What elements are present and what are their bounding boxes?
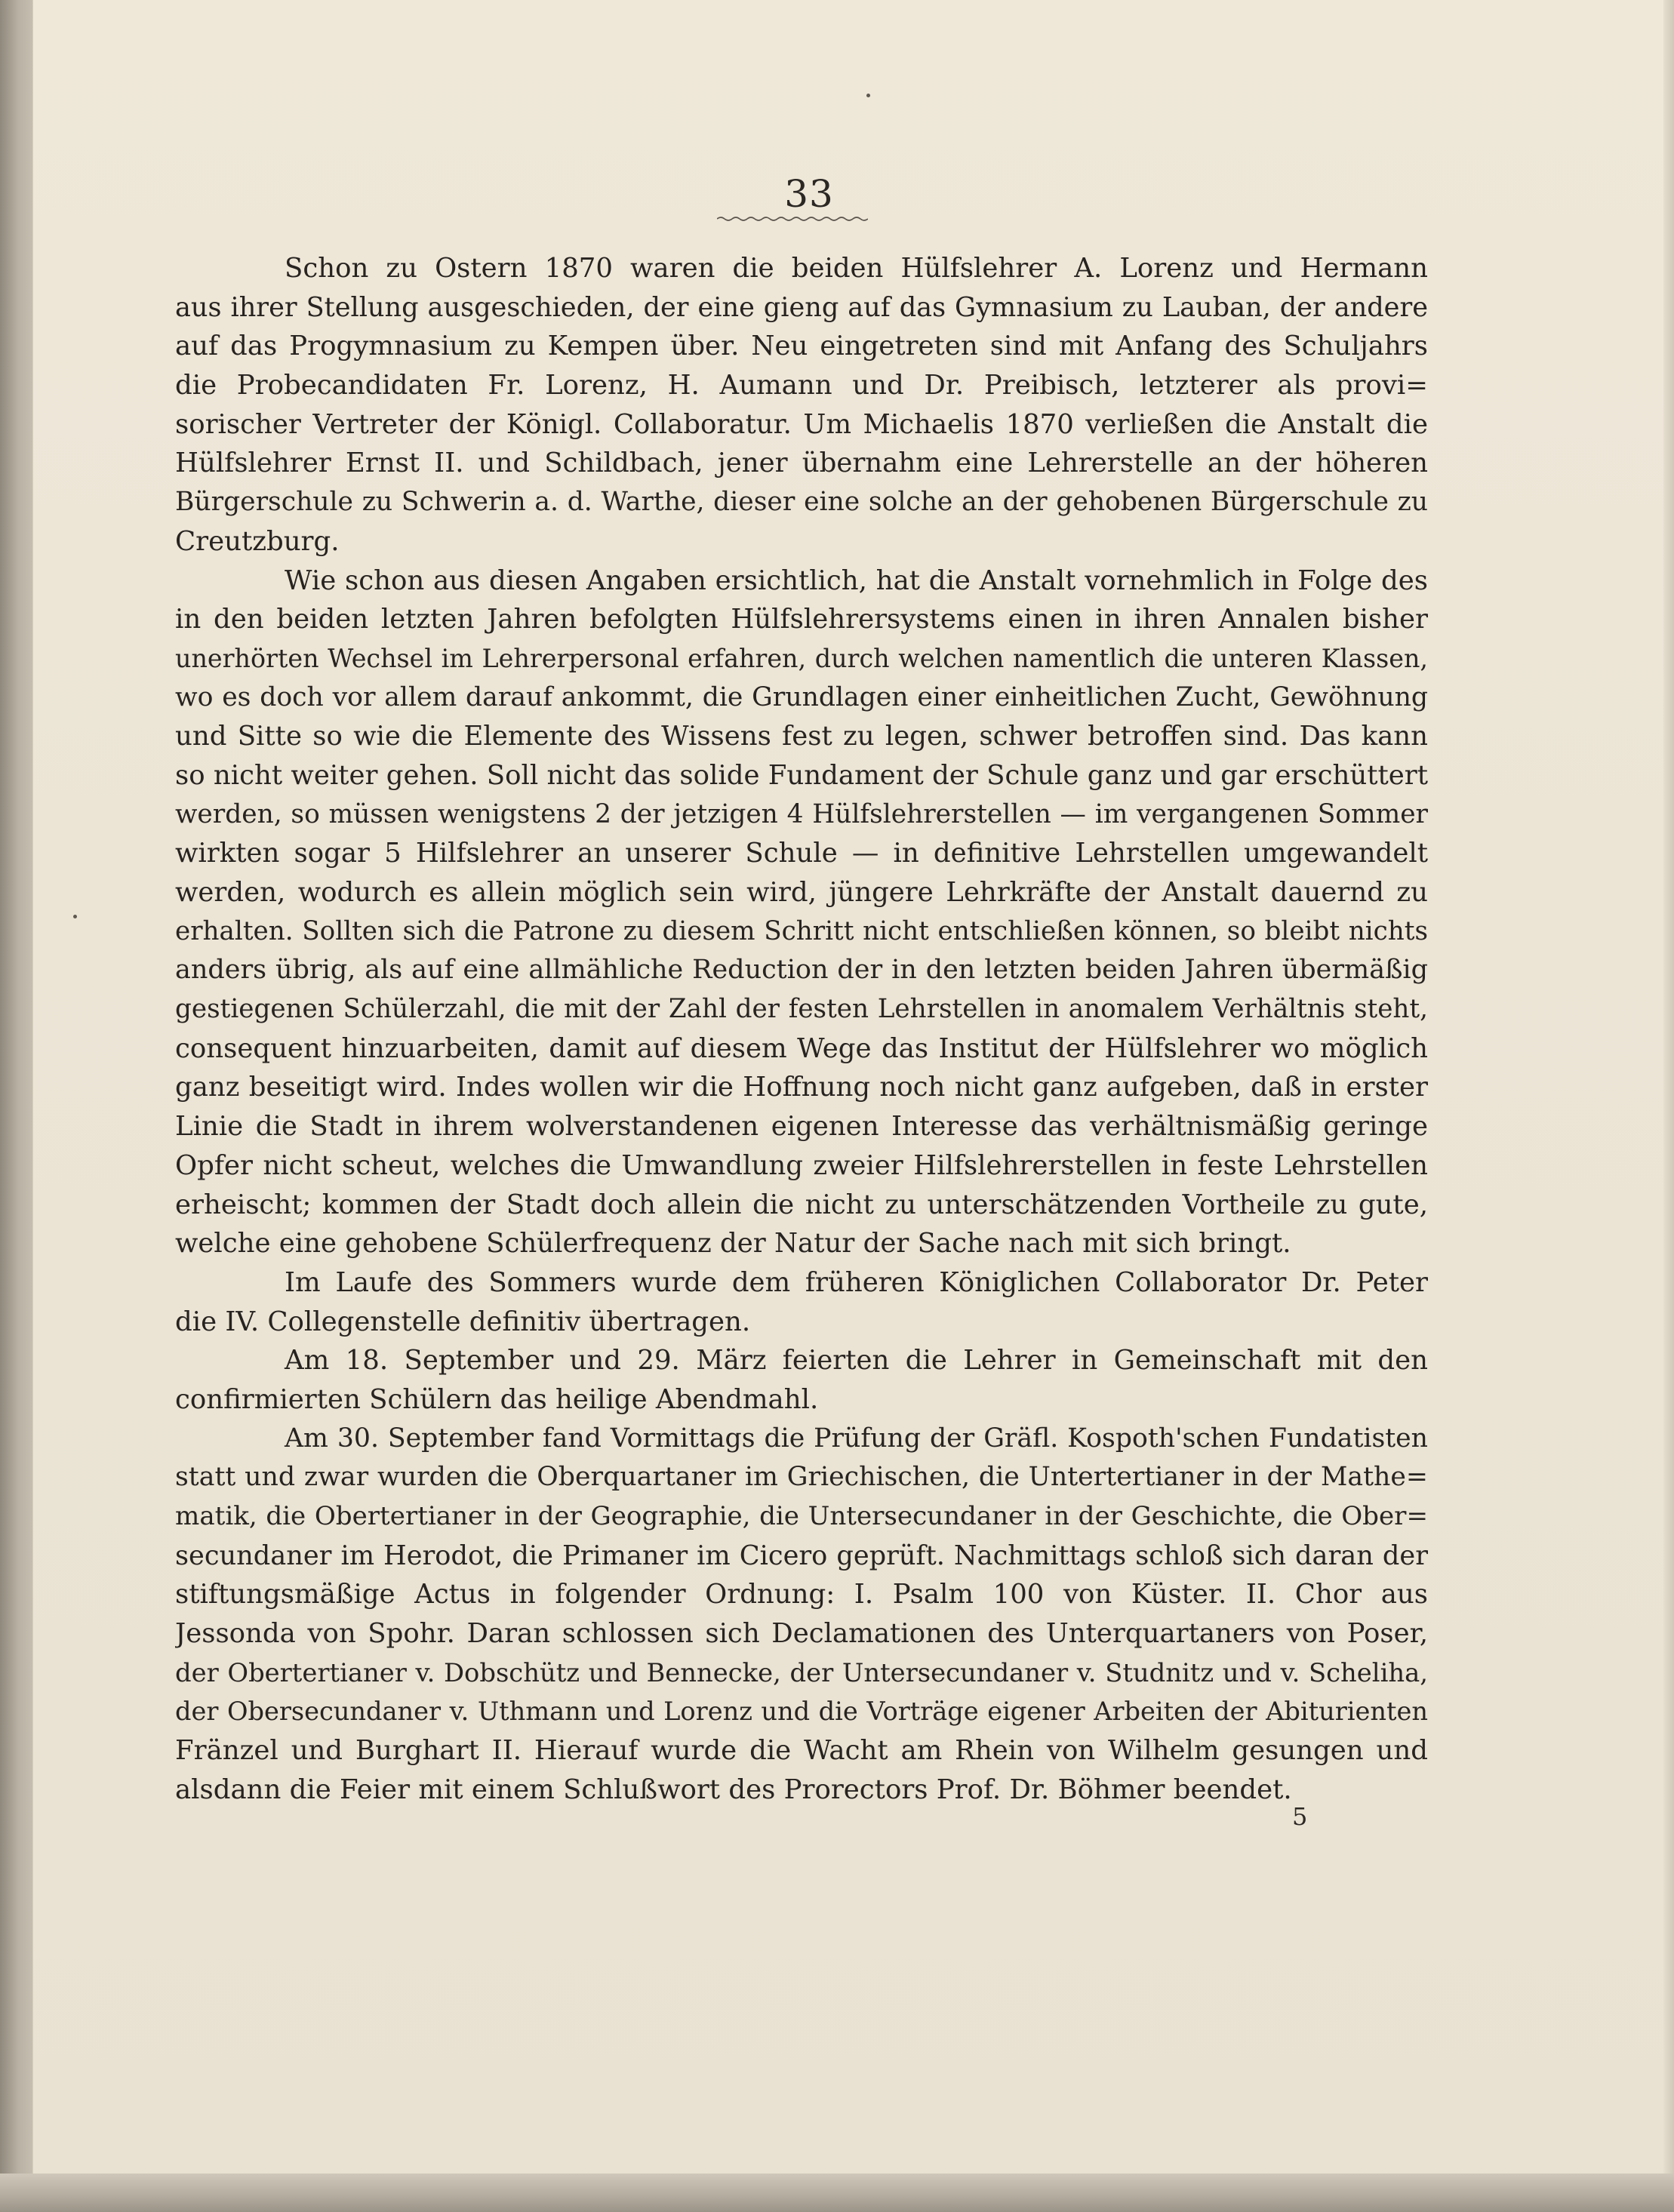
text-line: Creutzburg. [175, 525, 340, 557]
text-line: Im Laufe des Sommers wurde dem früheren Königlichen Collaborator Dr. Peter [285, 1266, 1428, 1298]
text-line: wo es doch vor allem darauf ankommt, die Grundlagen einer einheitlichen Zucht, Gewöhnung [175, 681, 1428, 712]
text-line: alsdann die Feier mit einem Schlußwort des Prorectors Prof. Dr. Böhmer beendet. [175, 1774, 1292, 1805]
text-line: aus ihrer Stellung ausgeschieden, der eine gieng auf das Gymnasium zu Lauban, der andere [175, 291, 1428, 323]
text-line: Jessonda von Spohr. Daran schlossen sich Declamationen des Unterquartaners von Poser, [175, 1618, 1428, 1650]
text-line: sorischer Vertreter der Königl. Collaboratur. Um Michaelis 1870 verließen die Anstalt die [175, 408, 1428, 440]
text-line: secundaner im Herodot, die Primaner im Cicero geprüft. Nachmittags schloß sich daran der [175, 1540, 1428, 1571]
page-right-edge [1663, 0, 1674, 2212]
text-line: welche eine gehobene Schülerfrequenz der Natur der Sache nach mit sich bringt. [175, 1228, 1291, 1260]
text-line: die IV. Collegenstelle definitiv übertragen. [175, 1306, 751, 1337]
text-line: Hülfslehrer Ernst II. und Schildbach, jener übernahm eine Lehrerstelle an der höheren [175, 448, 1428, 479]
text-line: confirmierten Schülern das heilige Abendmahl. [175, 1383, 819, 1415]
text-line: die Probecandidaten Fr. Lorenz, H. Aumann und Dr. Preibisch, letzterer als provi= [175, 370, 1428, 401]
page-number: 33 [784, 172, 834, 216]
text-line: erheischt; kommen der Stadt doch allein die nicht zu unterschätzenden Vortheile zu gute, [175, 1189, 1428, 1220]
text-line: Linie die Stadt in ihrem wolverstandenen eigenen Interesse das verhältnismäßig geringe [175, 1111, 1428, 1143]
text-line: werden, wodurch es allein möglich sein wird, jüngere Lehrkräfte der Anstalt dauernd zu [175, 877, 1428, 908]
text-line: Opfer nicht scheut, welches die Umwandlung zweier Hilfslehrerstellen in feste Lehrstellen [175, 1149, 1428, 1181]
text-line: statt und zwar wurden die Oberquartaner im Griechischen, die Untertertianer in der Mathe= [175, 1462, 1428, 1493]
text-line: und Sitte so wie die Elemente des Wissens fest zu legen, schwer betroffen sind. Das kann [175, 721, 1428, 752]
text-line: Am 30. September fand Vormittags die Prüfung der Gräfl. Kospoth'schen Fundatisten [285, 1423, 1428, 1454]
text-line: Schon zu Ostern 1870 waren die beiden Hülfslehrer A. Lorenz und Hermann [285, 253, 1428, 284]
page-bottom-shadow [0, 2174, 1674, 2212]
text-line: werden, so müssen wenigstens 2 der jetzigen 4 Hülfslehrerstellen — im vergangenen Sommer [175, 798, 1428, 829]
paper-speck [73, 915, 77, 918]
text-line: Fränzel und Burghart II. Hierauf wurde die Wacht am Rhein von Wilhelm gesungen und [175, 1735, 1428, 1767]
text-line: erhalten. Sollten sich die Patrone zu diesem Schritt nicht entschließen können, so bleibt nichts [175, 915, 1428, 946]
body-text [175, 249, 1428, 1810]
text-line: stiftungsmäßige Actus in folgender Ordnung: I. Psalm 100 von Küster. II. Chor aus [175, 1579, 1428, 1611]
text-line: unerhörten Wechsel im Lehrerpersonal erfahren, durch welchen namentlich die unteren Klassen, [175, 643, 1428, 673]
text-line: der Obertertianer v. Dobschütz und Bennecke, der Untersecundaner v. Studnitz und v. Scheliha, [175, 1657, 1428, 1687]
text-line: so nicht weiter gehen. Soll nicht das solide Fundament der Schule ganz und gar erschüttert [175, 759, 1428, 791]
signature-mark: 5 [1292, 1802, 1308, 1831]
text-line: anders übrig, als auf eine allmähliche Reduction der in den letzten beiden Jahren übermäßig [175, 955, 1428, 986]
paper-speck [866, 94, 870, 97]
text-line: Bürgerschule zu Schwerin a. d. Warthe, dieser eine solche an der gehobenen Bürgerschule zu [175, 487, 1428, 518]
text-line: auf das Progymnasium zu Kempen über. Neu eingetreten sind mit Anfang des Schuljahrs [175, 331, 1428, 362]
text-line: consequent hinzuarbeiten, damit auf diesem Wege das Institut der Hülfslehrer wo möglich [175, 1032, 1428, 1064]
text-line: Wie schon aus diesen Angaben ersichtlich, hat die Anstalt vornehmlich in Folge des [285, 565, 1428, 596]
text-line: matik, die Obertertianer in der Geographie, die Untersecundaner in der Geschichte, die Ober= [175, 1501, 1428, 1531]
text-line: wirkten sogar 5 Hilfslehrer an unserer Schule — in definitive Lehrstellen umgewandelt [175, 838, 1428, 869]
text-line: ganz beseitigt wird. Indes wollen wir die Hoffnung noch nicht ganz aufgeben, daß in erster [175, 1072, 1428, 1103]
text-line: gestiegenen Schülerzahl, die mit der Zahl der festen Lehrstellen in anomalem Verhältnis steht, [175, 994, 1428, 1025]
text-line: in den beiden letzten Jahren befolgten Hülfslehrersystems einen in ihren Annalen bisher [175, 604, 1428, 635]
text-line: Am 18. September und 29. März feierten die Lehrer in Gemeinschaft mit den [285, 1345, 1428, 1377]
text-line: der Obersecundaner v. Uthmann und Lorenz und die Vorträge eigener Arbeiten der Abiturienten [175, 1697, 1428, 1727]
page-number-rule [717, 214, 868, 223]
